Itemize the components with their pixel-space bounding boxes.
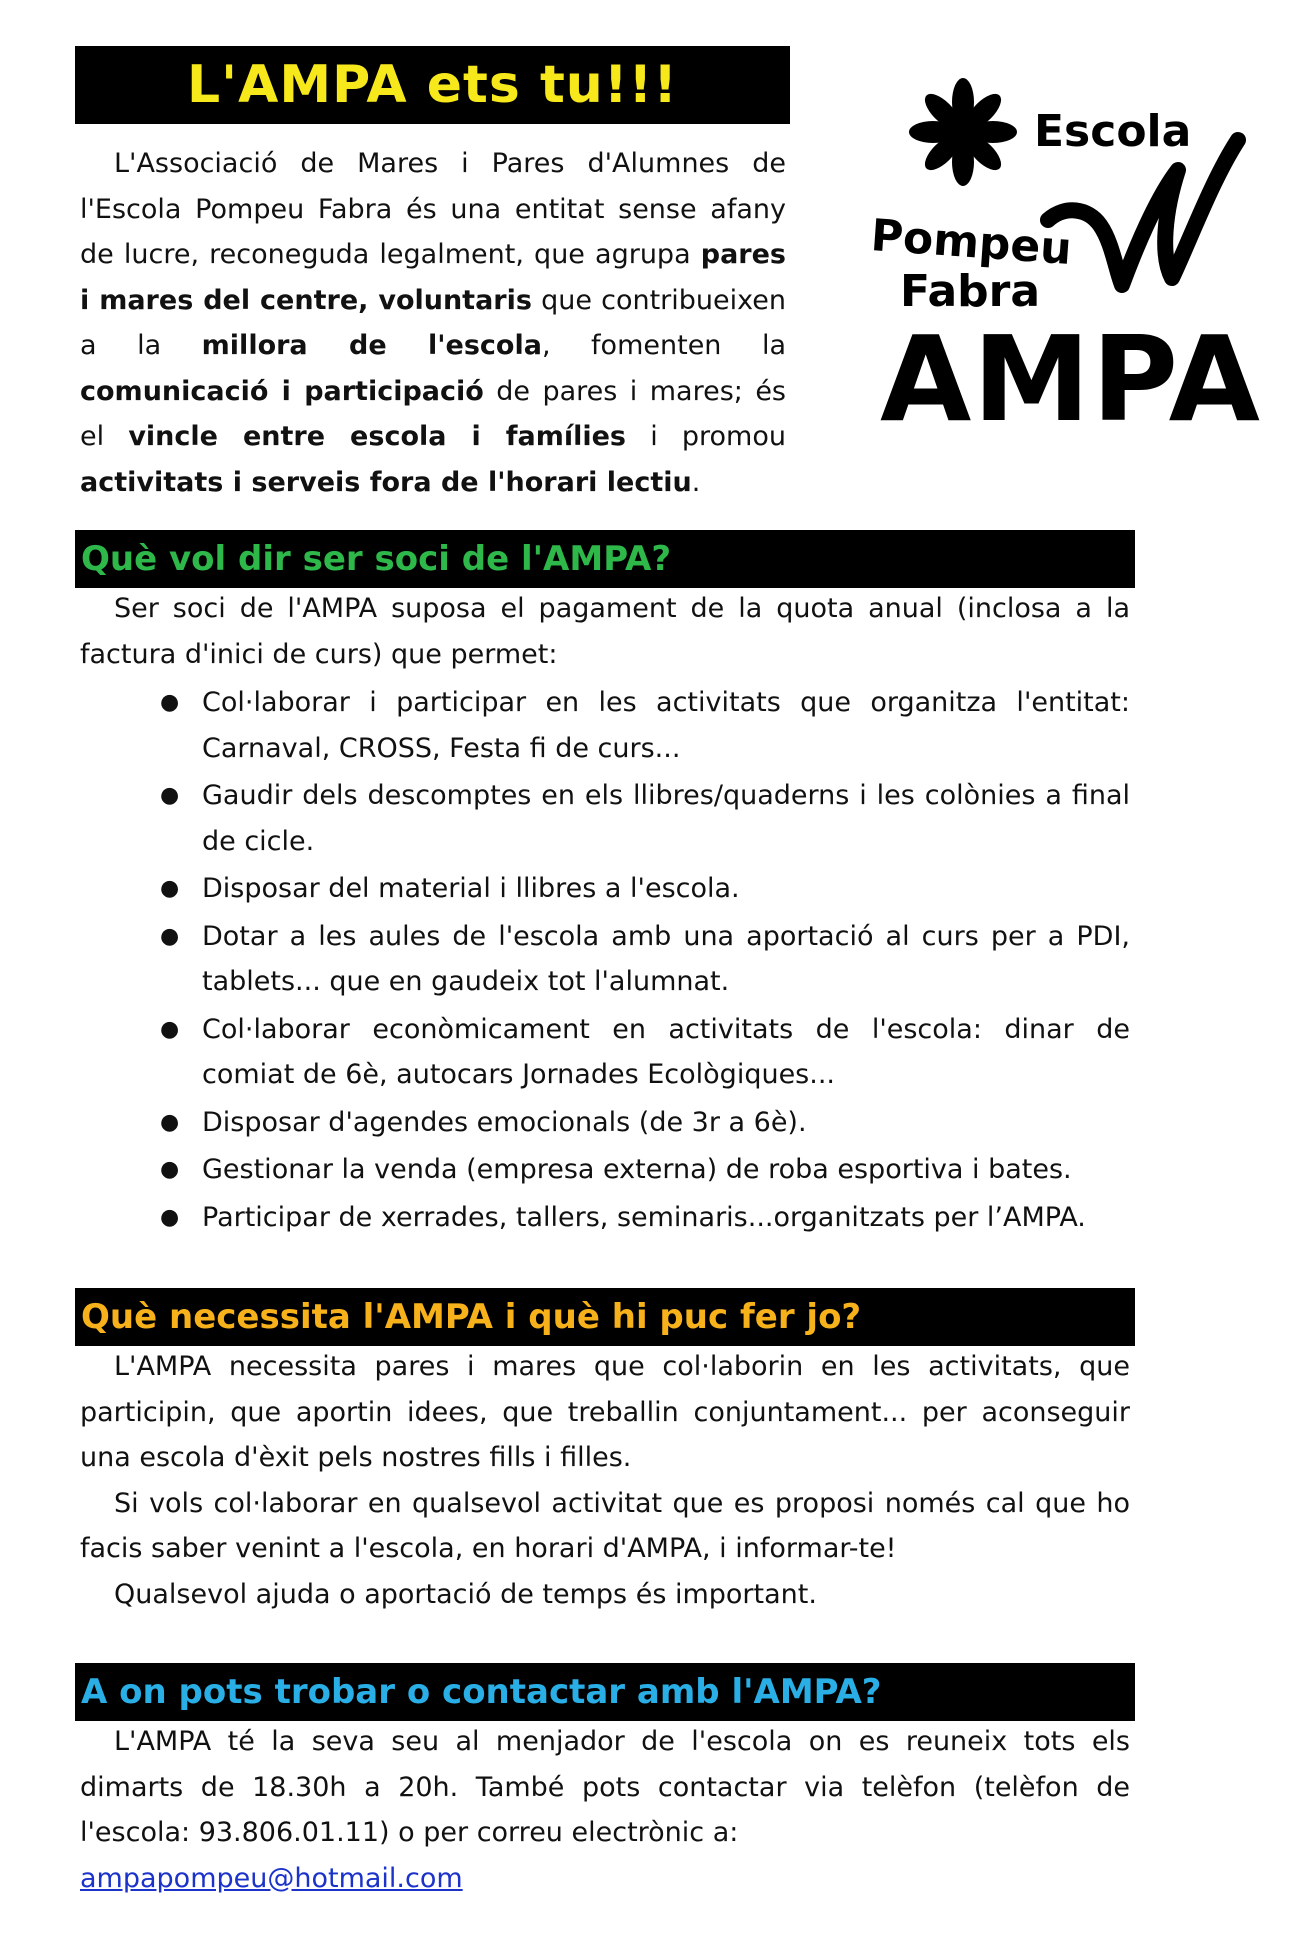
section-heading-contactar: A on pots trobar o contactar amb l'AMPA? xyxy=(75,1663,1135,1721)
section-necessita-body xyxy=(80,1344,1130,1617)
bullet-icon: ● xyxy=(160,1016,180,1042)
paragraph: Qualsevol ajuda o aportació de temps és important. xyxy=(114,1578,817,1610)
bullet-icon: ● xyxy=(160,1204,180,1230)
list-item xyxy=(80,914,1130,1005)
intro-text: . xyxy=(691,466,701,498)
bullet-icon: ● xyxy=(160,1157,180,1182)
intro-text: que contribueixen a la xyxy=(80,284,787,361)
section-soci-intro: Ser soci de l'AMPA suposa el pagament de la quota anual (inclosa a la factura d'inici de curs) que permet: xyxy=(80,593,1130,670)
paragraph xyxy=(80,1719,1130,1901)
bullet-icon: ● xyxy=(160,1109,180,1135)
paragraph: Si vols col·laborar en qualsevol activitat que es proposi només cal que ho facis saber venint a l'escola, en horari d'AMPA, i informar-te! xyxy=(80,1487,1130,1564)
intro-text: de pares i mares; és el xyxy=(80,375,786,452)
logo-text-pompeu: Pompeu xyxy=(869,210,1074,275)
logo-text-ampa: AMPA xyxy=(880,310,1260,448)
intro-bold: activitats i serveis fora de l'horari lectiu xyxy=(80,466,692,498)
section-contactar-body xyxy=(80,1719,1130,1901)
list-item-text: Col·laborar i participar en les activitats que organitza l'entitat: Carnaval, CROSS, Festa fi de curs... xyxy=(202,687,1130,764)
list-item xyxy=(80,1195,1130,1241)
ampa-logo xyxy=(860,60,1280,450)
list-item xyxy=(80,1007,1130,1098)
benefits-list xyxy=(80,680,1130,1242)
flower-icon xyxy=(909,78,1017,186)
list-item-text: Dotar a les aules de l'escola amb una aportació al curs per a PDI, tablets... que en gaudeix tot l'alumnat. xyxy=(202,920,1130,997)
page-title: L'AMPA ets tu!!! xyxy=(75,46,790,124)
list-item-text: Disposar del material i llibres a l'escola. xyxy=(202,873,740,904)
contact-text: L'AMPA té la seva seu al menjador de l'escola on es reuneix tots els dimarts de 18.30h a 20h. També pots contactar via telèfon (telèfon de l'escola: 93.806.01.11) o per correu electrònic a: xyxy=(80,1726,1130,1848)
list-item xyxy=(80,773,1130,864)
list-item xyxy=(80,680,1130,771)
email-link[interactable]: ampapompeu@hotmail.com xyxy=(80,1862,463,1894)
list-item-text: Gestionar la venda (empresa externa) de roba esportiva i bates. xyxy=(202,1154,1072,1185)
w-scribble-icon xyxy=(1048,140,1238,285)
section-heading-necessita: Què necessita l'AMPA i què hi puc fer jo? xyxy=(75,1288,1135,1346)
list-item xyxy=(80,1147,1130,1193)
intro-bold: millora de l'escola xyxy=(201,330,542,361)
list-item-text: Col·laborar econòmicament en activitats de l'escola: dinar de comiat de 6è, autocars Jornades Ecològiques... xyxy=(202,1013,1130,1090)
section-heading-soci: Què vol dir ser soci de l'AMPA? xyxy=(75,530,1135,588)
bullet-icon: ● xyxy=(160,876,180,901)
intro-bold: vincle entre escola i famílies xyxy=(128,421,626,452)
list-item-text: Gaudir dels descomptes en els llibres/quaderns i les colònies a final de cicle. xyxy=(202,780,1130,857)
logo-text-escola: Escola xyxy=(1034,106,1192,157)
bullet-icon: ● xyxy=(160,923,180,949)
list-item-text: Disposar d'agendes emocionals (de 3r a 6è). xyxy=(202,1106,807,1138)
paragraph: L'AMPA necessita pares i mares que col·laborin en les activitats, que participin, que aportin idees, que treballin conjuntament... per aconseguir una escola d'èxit pels nostres fills i filles. xyxy=(80,1351,1130,1473)
list-item-text: Participar de xerrades, tallers, seminaris...organitzats per l’AMPA. xyxy=(202,1201,1086,1233)
intro-paragraph xyxy=(80,141,786,505)
intro-text: i promou xyxy=(626,421,786,452)
bullet-icon: ● xyxy=(160,690,180,715)
logo-text-fabra: Fabra xyxy=(900,266,1041,317)
intro-text: , fomenten la xyxy=(541,330,786,361)
list-item xyxy=(80,1100,1130,1146)
bullet-icon: ● xyxy=(160,783,180,808)
intro-text: L'Associació de Mares i Pares d'Alumnes de l'Escola Pompeu Fabra és una entitat sense afany de lucre, reconeguda legalment, que agrupa xyxy=(80,148,786,270)
list-item xyxy=(80,866,1130,912)
intro-bold: comunicació i participació xyxy=(80,375,484,407)
intro-bold: pares i mares del centre, voluntaris xyxy=(80,239,786,316)
